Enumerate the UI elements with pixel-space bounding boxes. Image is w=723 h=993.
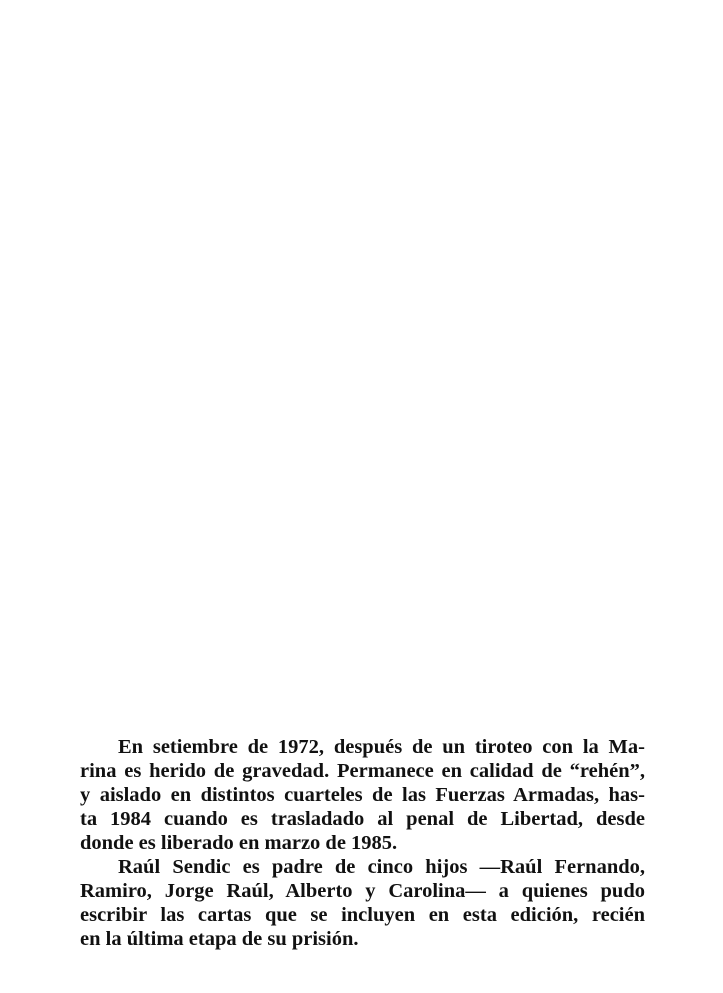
text-line: Ramiro, Jorge Raúl, Alberto y Carolina— a quienes pudo <box>80 880 645 902</box>
text-line: escribir las cartas que se incluyen en esta edición, recién <box>80 904 645 926</box>
text-line: donde es liberado en marzo de 1985. <box>80 832 398 854</box>
text-line: rina es herido de gravedad. Permanece en calidad de “rehén”, <box>80 760 645 782</box>
paragraph-2 <box>80 855 645 951</box>
text-line: En setiembre de 1972, después de un tiroteo con la Ma- <box>118 736 645 758</box>
text-line: ta 1984 cuando es trasladado al penal de Libertad, desde <box>80 808 645 830</box>
paragraph-1 <box>80 735 645 855</box>
text-line: en la última etapa de su prisión. <box>80 928 359 950</box>
body-text <box>80 735 645 951</box>
text-line: Raúl Sendic es padre de cinco hijos —Raúl Fernando, <box>118 856 645 878</box>
text-line: y aislado en distintos cuarteles de las Fuerzas Armadas, has- <box>80 784 645 806</box>
